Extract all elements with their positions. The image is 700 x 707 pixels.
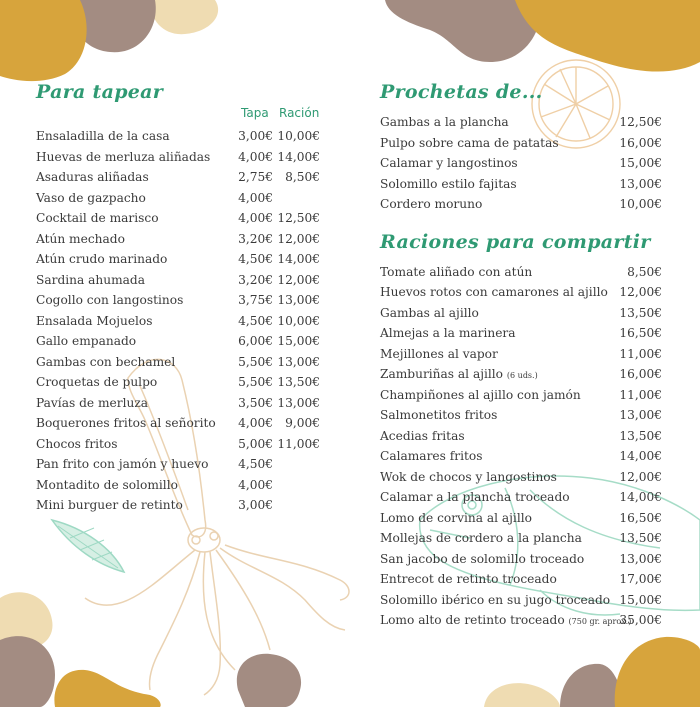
dish-name: San jacobo de solomillo troceado — [380, 551, 585, 566]
racion-price: 14,00€ — [277, 252, 320, 266]
racion-price: 14,00€ — [277, 149, 320, 164]
dish-price: 15,00€ — [619, 156, 662, 170]
dish-price: 16,00€ — [619, 367, 662, 381]
tapa-price: 3,75€ — [238, 293, 273, 307]
racion-price: 15,00€ — [277, 334, 320, 348]
menu-row — [380, 153, 664, 174]
dish-name-wrap — [380, 323, 516, 344]
menu-row — [36, 372, 326, 393]
racion-price: 13,00€ — [277, 395, 320, 410]
dish-name: Vaso de gazpacho — [36, 190, 146, 205]
dish-name: Pavías de merluza — [36, 395, 149, 410]
tapear-column-headers — [36, 106, 326, 126]
raciones-list — [380, 262, 664, 631]
dish-name-wrap — [380, 508, 532, 529]
racion-price: 12,00€ — [277, 272, 320, 287]
menu-row — [380, 385, 664, 406]
racion-column-header: Ración — [279, 106, 320, 120]
racion-price: 11,00€ — [277, 436, 320, 451]
dish-name: Gambas con bechamel — [36, 354, 176, 369]
tapa-price: 2,75€ — [238, 170, 273, 184]
dish-name: Almejas a la marinera — [380, 326, 516, 340]
dish-name: Huevas de merluza aliñadas — [36, 149, 211, 164]
dish-name: Wok de chocos y langostinos — [380, 469, 557, 484]
dish-price: 13,00€ — [619, 551, 662, 566]
dish-name: Croquetas de pulpo — [36, 375, 158, 389]
dish-name: Zamburiñas al ajillo — [380, 367, 504, 381]
dish-price: 14,00€ — [619, 490, 662, 504]
dish-name: Calamar a la plancha troceado — [380, 490, 570, 504]
menu-row — [380, 610, 664, 631]
menu-row — [36, 393, 326, 414]
menu-row — [380, 467, 664, 488]
dish-name-wrap — [380, 549, 584, 570]
dish-price: 14,00€ — [619, 449, 662, 463]
tapa-price: 5,50€ — [238, 375, 273, 389]
menu-row — [380, 344, 664, 365]
menu-row — [380, 303, 664, 324]
menu-row — [380, 174, 664, 195]
dish-name-wrap — [380, 528, 582, 549]
dish-name: Cocktail de marisco — [36, 211, 159, 225]
dish-name: Montadito de solomillo — [36, 477, 178, 492]
menu-row — [36, 249, 326, 270]
dish-name: Atún crudo marinado — [36, 252, 168, 266]
prochetas-title: Prochetas de... — [380, 81, 543, 103]
dish-name: Mini burguer de retinto — [36, 498, 183, 512]
dish-name-wrap — [380, 569, 557, 590]
dish-name: Pan frito con jamón y huevo — [36, 457, 209, 471]
dish-price: 15,00€ — [619, 592, 662, 607]
dish-price: 35,00€ — [619, 613, 662, 627]
tapear-list — [36, 126, 326, 516]
dish-name-wrap — [380, 467, 557, 488]
dish-name-wrap — [380, 487, 570, 508]
raciones-title: Raciones para compartir — [380, 230, 651, 253]
dish-price: 12,00€ — [619, 469, 662, 484]
menu-row — [36, 208, 326, 229]
menu-row — [36, 495, 326, 516]
dish-name: Atún mechado — [36, 231, 125, 246]
tapa-price: 3,00€ — [238, 498, 273, 512]
tapa-price: 4,00€ — [238, 477, 273, 492]
racion-price: 13,00€ — [277, 293, 320, 307]
dish-name: Huevos rotos con camarones al ajillo — [380, 285, 608, 299]
tapa-price: 3,00€ — [238, 129, 273, 143]
dish-price: 12,50€ — [619, 115, 662, 129]
menu-row — [380, 194, 664, 215]
racion-price: 9,00€ — [285, 416, 320, 430]
tapa-price: 3,20€ — [238, 272, 273, 287]
dish-name: Entrecot de retinto troceado — [380, 572, 557, 586]
menu-row — [380, 112, 664, 133]
tapear-title: Para tapear — [36, 81, 164, 103]
dish-name: Solomillo ibérico en su jugo troceado — [380, 592, 611, 607]
dish-name: Gambas a la plancha — [380, 115, 509, 129]
dish-note: (6 uds.) — [506, 371, 538, 380]
dish-price: 16,00€ — [619, 135, 662, 150]
dish-price: 11,00€ — [619, 346, 662, 361]
racion-price: 8,50€ — [285, 170, 320, 184]
menu-row — [36, 167, 326, 188]
dish-name: Gallo empanado — [36, 334, 137, 348]
tapa-price: 4,00€ — [238, 149, 273, 164]
menu-row — [380, 446, 664, 467]
menu-row — [36, 188, 326, 209]
racion-price: 10,00€ — [277, 313, 320, 328]
dish-price: 13,00€ — [619, 408, 662, 422]
racion-price: 13,50€ — [277, 375, 320, 389]
racion-price: 10,00€ — [277, 129, 320, 143]
dish-price: 17,00€ — [619, 572, 662, 586]
dish-name-wrap — [380, 282, 608, 303]
dish-name-wrap — [380, 426, 465, 447]
dish-price: 16,50€ — [619, 510, 662, 525]
dish-name: Solomillo estilo fajitas — [380, 176, 517, 191]
dish-name: Lomo de corvina al ajillo — [380, 510, 532, 525]
dish-price: 13,00€ — [619, 176, 662, 191]
dish-name-wrap — [380, 344, 498, 365]
dish-name-wrap — [380, 405, 497, 426]
tapa-price: 3,50€ — [238, 395, 273, 410]
menu-row — [380, 364, 664, 385]
dish-name: Sardina ahumada — [36, 272, 145, 287]
prochetas-list — [380, 112, 664, 215]
lime-wedge-sketch — [52, 520, 124, 572]
dish-price: 16,50€ — [619, 326, 662, 340]
tapa-price: 5,50€ — [238, 354, 273, 369]
dish-name-wrap — [380, 385, 581, 406]
tapa-price: 4,50€ — [238, 457, 273, 471]
dish-price: 10,00€ — [619, 197, 662, 211]
menu-row — [36, 290, 326, 311]
dish-note: (750 gr. aprox.) — [568, 617, 632, 626]
tapa-price: 6,00€ — [238, 334, 273, 348]
dish-price: 13,50€ — [619, 531, 662, 545]
dish-name: Calamares fritos — [380, 449, 483, 463]
racion-price: 12,50€ — [277, 211, 320, 225]
dish-name: Pulpo sobre cama de patatas — [380, 135, 559, 150]
dish-name-wrap — [380, 590, 610, 611]
tapear-section — [36, 78, 326, 516]
tapa-price: 3,20€ — [238, 231, 273, 246]
dish-name: Champiñones al ajillo con jamón — [380, 387, 581, 402]
menu-row — [380, 133, 664, 154]
menu-row — [36, 270, 326, 291]
racion-price: 12,00€ — [277, 231, 320, 246]
dish-name: Salmonetitos fritos — [380, 408, 498, 422]
tapa-price: 4,00€ — [238, 211, 273, 225]
dish-name: Ensaladilla de la casa — [36, 129, 170, 143]
dish-name: Ensalada Mojuelos — [36, 313, 153, 328]
tapa-price: 4,50€ — [238, 313, 273, 328]
dish-price: 12,00€ — [619, 285, 662, 299]
menu-row — [380, 590, 664, 611]
menu-row — [36, 454, 326, 475]
dish-price: 13,50€ — [619, 428, 662, 443]
tapa-price: 4,00€ — [238, 190, 273, 205]
dish-name-wrap — [380, 446, 482, 467]
menu-row — [36, 352, 326, 373]
menu-row — [380, 528, 664, 549]
dish-name: Cordero moruno — [380, 197, 483, 211]
menu-row — [380, 282, 664, 303]
menu-row — [380, 262, 664, 283]
menu-row — [36, 126, 326, 147]
dish-name: Gambas al ajillo — [380, 305, 479, 320]
dish-price: 8,50€ — [627, 264, 662, 279]
tapa-price: 4,50€ — [238, 252, 273, 266]
dish-name: Calamar y langostinos — [380, 156, 518, 170]
dish-name: Cogollo con langostinos — [36, 293, 184, 307]
menu-row — [36, 413, 326, 434]
dish-price: 11,00€ — [619, 387, 662, 402]
dish-price: 13,50€ — [619, 305, 662, 320]
tapa-price: 4,00€ — [238, 416, 273, 430]
right-column — [380, 78, 664, 631]
dish-name: Lomo alto de retinto troceado — [380, 613, 565, 627]
dish-name-wrap — [380, 364, 538, 387]
menu-row — [36, 331, 326, 352]
menu-row — [380, 508, 664, 529]
dish-name: Tomate aliñado con atún — [380, 264, 533, 279]
dish-name: Boquerones fritos al señorito — [36, 416, 216, 430]
dish-name: Acedias fritas — [380, 428, 465, 443]
dish-name: Chocos fritos — [36, 436, 118, 451]
menu-row — [36, 311, 326, 332]
menu-row — [380, 549, 664, 570]
tapa-price: 5,00€ — [238, 436, 273, 451]
racion-price: 13,00€ — [277, 354, 320, 369]
menu-row — [380, 426, 664, 447]
menu-row — [380, 569, 664, 590]
dish-name-wrap — [380, 610, 631, 633]
dish-name: Mollejas de cordero a la plancha — [380, 531, 582, 545]
menu-row — [36, 475, 326, 496]
menu-row — [36, 229, 326, 250]
dish-name-wrap — [380, 262, 532, 283]
tapa-column-header: Tapa — [241, 106, 269, 120]
menu-row — [380, 405, 664, 426]
dish-name-wrap — [380, 303, 479, 324]
dish-name: Mejillones al vapor — [380, 346, 498, 361]
menu-row — [36, 147, 326, 168]
menu-row — [380, 487, 664, 508]
menu-row — [380, 323, 664, 344]
menu-row — [36, 434, 326, 455]
dish-name: Asaduras aliñadas — [36, 170, 149, 184]
